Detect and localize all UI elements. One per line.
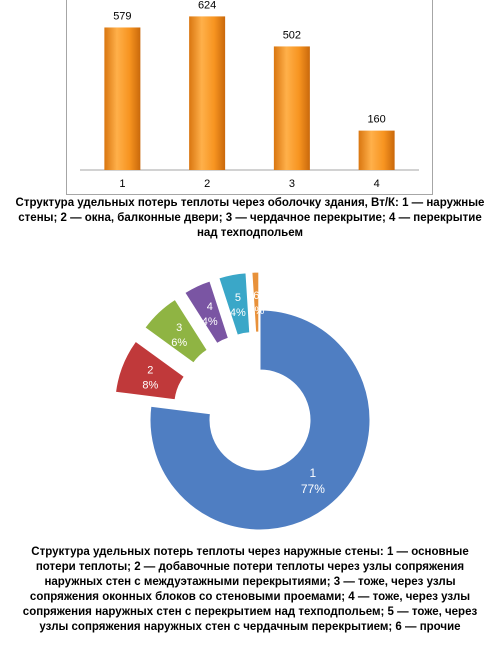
bar-chart	[66, 0, 433, 195]
x-tick-label: 3	[288, 178, 295, 190]
bar-value-label: 579	[113, 10, 132, 23]
doughnut-slice-6	[252, 272, 259, 332]
doughnut-data-label: 8%	[142, 379, 159, 392]
x-tick-label: 1	[119, 178, 126, 190]
bar-value-label: 160	[367, 113, 386, 126]
doughnut-chart	[0, 250, 500, 545]
bar-value-label: 624	[197, 0, 217, 12]
x-tick-label: 4	[373, 178, 380, 190]
doughnut-data-label: 5	[234, 292, 241, 305]
bar-2	[189, 16, 225, 170]
doughnut-data-label: 1%	[248, 305, 265, 318]
bar-1	[104, 27, 140, 170]
doughnut-data-label: 3	[176, 321, 183, 334]
doughnut-data-label: 6%	[171, 336, 188, 349]
doughnut-chart-caption: Структура удельных потерь теплоты через наружные стены: 1 — основные потери теплоты; 2 — добавочные потери теплоты через узлы сопряжения наружных стен с междуэтажными перекрытиями; 3 — тоже, через узлы сопряжения оконных блоков со стеновыми проемами; 4 — тоже, через узлы сопряжения наружных стен с перекрытием над техподпольем; 5 — тоже, через узлы сопряжения наружных стен с чердачным перекрытием; 6 — прочие	[22, 546, 478, 633]
doughnut-data-label: 2	[147, 364, 154, 377]
doughnut-data-label: 4%	[229, 307, 246, 320]
doughnut-data-label: 77%	[300, 482, 325, 497]
doughnut-data-label: 4%	[201, 316, 218, 329]
bar-4	[359, 131, 395, 170]
doughnut-data-label: 4	[206, 301, 213, 314]
doughnut-data-label: 6	[253, 290, 260, 303]
bar-3	[274, 46, 310, 170]
bar-value-label: 502	[282, 29, 302, 42]
doughnut-data-label: 1	[309, 466, 317, 481]
x-tick-label: 2	[204, 178, 211, 190]
bar-chart-caption: Структура удельных потерь теплоты через оболочку здания, Вт/К: 1 — наружные стены; 2 — окна, балконные двери; 3 — чердачное перекрытие; 4 — перекрытие над техподпольем	[15, 197, 485, 239]
